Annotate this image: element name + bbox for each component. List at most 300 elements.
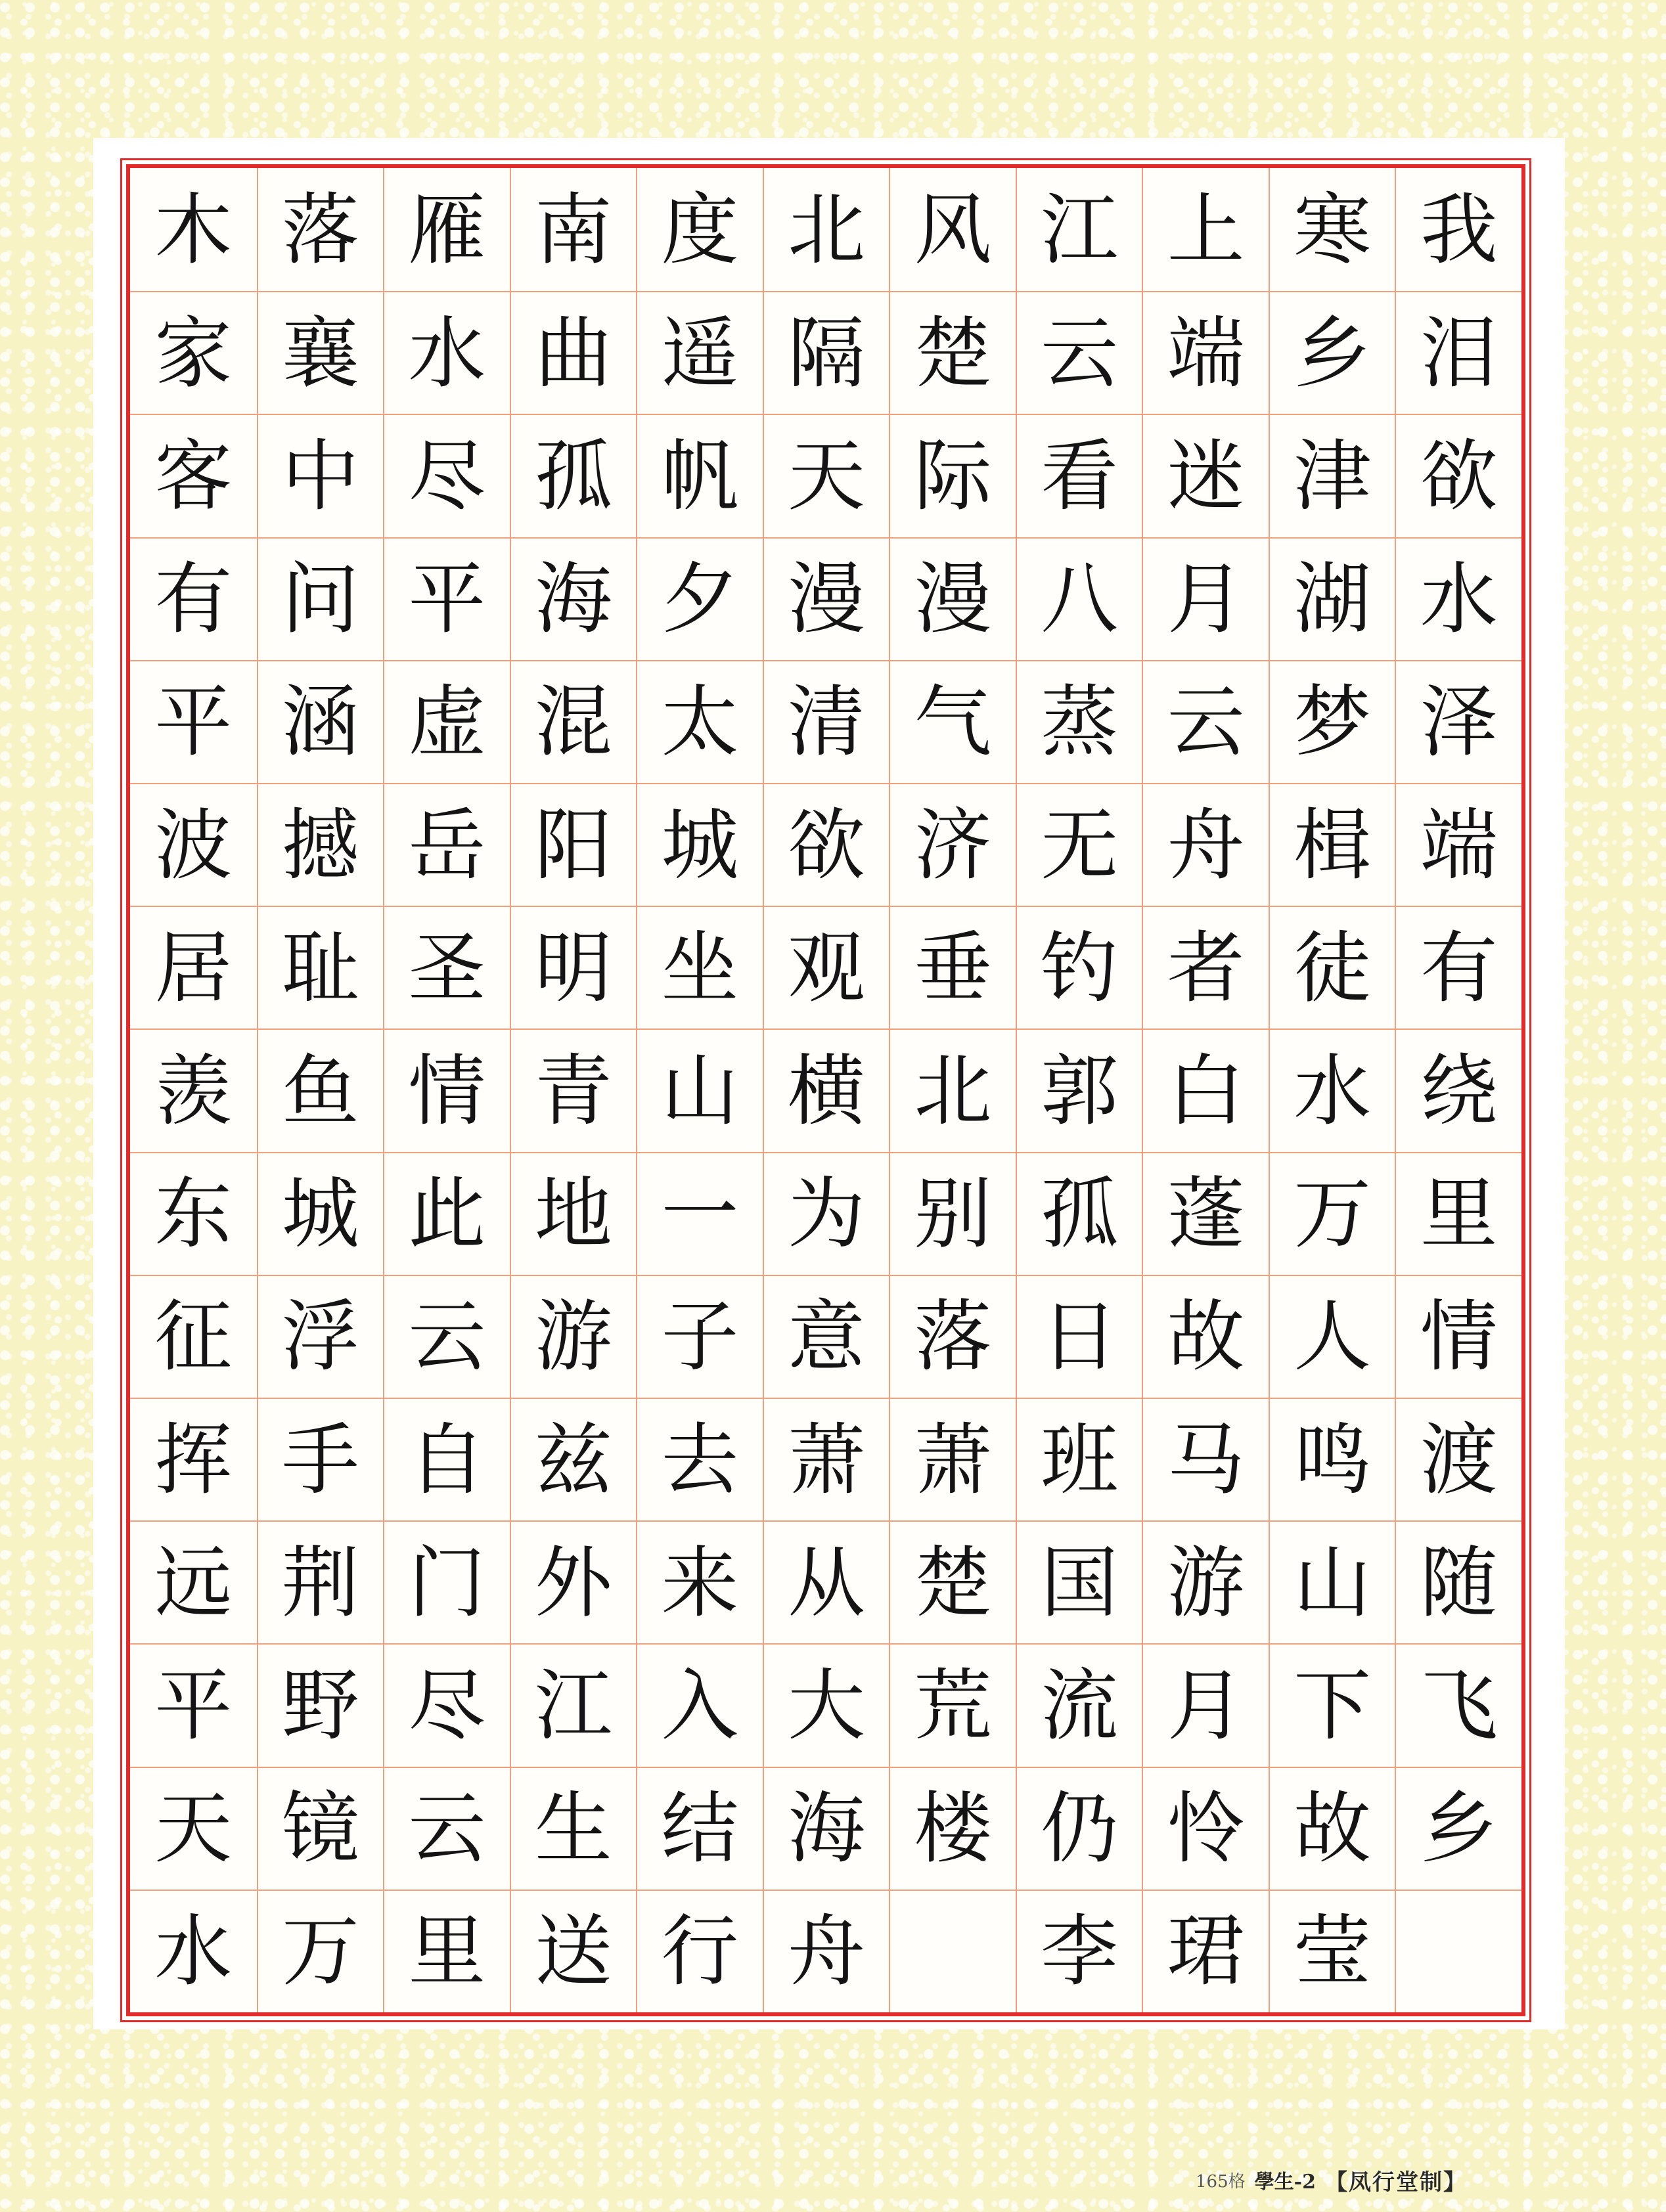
calligraphy-character: 楫 — [1294, 799, 1372, 891]
calligraphy-character: 端 — [1167, 307, 1245, 399]
grid-cell — [763, 660, 889, 783]
calligraphy-character: 上 — [1167, 184, 1245, 275]
grid-cell — [636, 1890, 763, 2012]
calligraphy-character: 结 — [661, 1783, 739, 1874]
calligraphy-character: 楼 — [914, 1783, 992, 1874]
grid-cell — [130, 537, 257, 660]
grid-cell — [510, 414, 637, 537]
grid-cell — [889, 783, 1016, 906]
grid-cell — [1016, 1520, 1142, 1643]
grid-cell — [1269, 783, 1395, 906]
calligraphy-character: 我 — [1420, 184, 1498, 275]
grid-cell — [636, 537, 763, 660]
grid-column — [1269, 168, 1395, 2012]
calligraphy-character: 江 — [1041, 184, 1119, 275]
grid-cell — [257, 906, 384, 1029]
grid-column — [1395, 168, 1521, 2012]
calligraphy-character: 襄 — [281, 307, 359, 399]
calligraphy-character: 大 — [787, 1660, 865, 1751]
grid-cell — [1016, 660, 1142, 783]
calligraphy-character: 孤 — [534, 430, 612, 521]
grid-cell — [1395, 414, 1521, 537]
calligraphy-character: 泪 — [1420, 307, 1498, 399]
calligraphy-character: 天 — [154, 1783, 233, 1874]
calligraphy-character: 自 — [408, 1414, 486, 1505]
grid-cell — [1395, 906, 1521, 1029]
calligraphy-character: 荆 — [281, 1537, 359, 1628]
grid-cell — [763, 1890, 889, 2012]
calligraphy-character: 混 — [534, 676, 612, 768]
calligraphy-character: 故 — [1294, 1783, 1372, 1874]
calligraphy-character: 渡 — [1420, 1414, 1498, 1505]
grid-cell — [763, 537, 889, 660]
grid-cell — [1016, 1767, 1142, 1890]
calligraphy-character: 马 — [1167, 1414, 1245, 1505]
calligraphy-character: 有 — [1420, 922, 1498, 1013]
calligraphy-character: 海 — [534, 554, 612, 645]
grid-cell — [889, 1275, 1016, 1398]
grid-cell — [1395, 1398, 1521, 1520]
grid-cell — [383, 1275, 510, 1398]
calligraphy-character: 挥 — [154, 1414, 233, 1505]
grid-cell — [257, 414, 384, 537]
calligraphy-character: 雁 — [408, 184, 486, 275]
grid-cell — [257, 1029, 384, 1151]
calligraphy-character: 云 — [1167, 676, 1245, 768]
grid-cell — [510, 168, 637, 291]
grid-cell — [257, 1767, 384, 1890]
grid-cell — [510, 1520, 637, 1643]
calligraphy-character: 津 — [1294, 430, 1372, 521]
calligraphy-character: 寒 — [1294, 184, 1372, 275]
grid-cell — [130, 291, 257, 414]
calligraphy-character: 尽 — [408, 430, 486, 521]
calligraphy-character: 楚 — [914, 307, 992, 399]
calligraphy-character: 虚 — [408, 676, 486, 768]
calligraphy-character: 垂 — [914, 922, 992, 1013]
calligraphy-character: 江 — [534, 1660, 612, 1751]
grid-cell — [383, 1152, 510, 1275]
grid-cell — [130, 1767, 257, 1890]
grid-cell — [763, 291, 889, 414]
calligraphy-character: 水 — [154, 1906, 233, 1997]
calligraphy-character: 云 — [1041, 307, 1119, 399]
calligraphy-character: 居 — [154, 922, 233, 1013]
grid-cell — [889, 1767, 1016, 1890]
calligraphy-character: 征 — [154, 1291, 233, 1382]
calligraphy-character: 生 — [534, 1783, 612, 1874]
grid-cell — [510, 1275, 637, 1398]
grid-column — [1016, 168, 1142, 2012]
calligraphy-character: 情 — [1420, 1291, 1498, 1382]
grid-cell — [1395, 1767, 1521, 1890]
grid-cell — [1395, 1152, 1521, 1275]
grid-cell — [636, 660, 763, 783]
grid-cell — [636, 168, 763, 291]
calligraphy-character: 此 — [408, 1168, 486, 1260]
grid-cell — [1016, 168, 1142, 291]
calligraphy-character: 有 — [154, 554, 233, 645]
grid-cell — [383, 660, 510, 783]
grid-cell — [763, 1767, 889, 1890]
calligraphy-character: 子 — [661, 1291, 739, 1382]
grid-cell — [1142, 1890, 1269, 2012]
calligraphy-character: 荒 — [914, 1660, 992, 1751]
calligraphy-character: 故 — [1167, 1291, 1245, 1382]
calligraphy-character: 青 — [534, 1045, 612, 1136]
calligraphy-character: 阳 — [534, 799, 612, 891]
grid-cell — [510, 1890, 637, 2012]
calligraphy-character: 从 — [787, 1537, 865, 1628]
grid-cell — [763, 906, 889, 1029]
grid-cell — [383, 906, 510, 1029]
grid-cell — [763, 1643, 889, 1766]
calligraphy-character: 班 — [1041, 1414, 1119, 1505]
calligraphy-character: 莹 — [1294, 1906, 1372, 1997]
grid-cell — [510, 1643, 637, 1766]
calligraphy-character: 平 — [154, 676, 233, 768]
calligraphy-character: 东 — [154, 1168, 233, 1260]
footer — [1196, 2163, 1511, 2196]
grid-cell — [1142, 1275, 1269, 1398]
calligraphy-character: 观 — [787, 922, 865, 1013]
grid-cell — [383, 1029, 510, 1151]
calligraphy-character: 随 — [1420, 1537, 1498, 1628]
calligraphy-character: 帆 — [661, 430, 739, 521]
calligraphy-character: 羡 — [154, 1045, 233, 1136]
grid-cell — [1016, 1275, 1142, 1398]
calligraphy-character: 地 — [534, 1168, 612, 1260]
grid-cell — [636, 1767, 763, 1890]
grid-cell — [1016, 783, 1142, 906]
calligraphy-character: 山 — [1294, 1537, 1372, 1628]
grid-column — [130, 168, 257, 2012]
grid-cell — [257, 537, 384, 660]
template-name-label: 學生-2 — [1254, 2171, 1316, 2194]
calligraphy-character: 欲 — [787, 799, 865, 891]
grid-cell — [257, 1398, 384, 1520]
grid-cell — [510, 1398, 637, 1520]
grid-cell — [763, 1152, 889, 1275]
grid-cell — [1142, 783, 1269, 906]
calligraphy-character: 怜 — [1167, 1783, 1245, 1874]
calligraphy-character: 夕 — [661, 554, 739, 645]
calligraphy-character: 隔 — [787, 307, 865, 399]
grid-cell — [1395, 1029, 1521, 1151]
grid-cell — [889, 414, 1016, 537]
calligraphy-character: 万 — [281, 1906, 359, 1997]
calligraphy-character: 为 — [787, 1168, 865, 1260]
calligraphy-character: 乡 — [1294, 307, 1372, 399]
grid-cell — [1269, 291, 1395, 414]
calligraphy-character: 来 — [661, 1537, 739, 1628]
grid-cell — [1016, 906, 1142, 1029]
grid-cell — [1269, 1275, 1395, 1398]
grid-cell — [130, 1275, 257, 1398]
grid-cell — [889, 1890, 1016, 2012]
calligraphy-character: 水 — [1294, 1045, 1372, 1136]
grid-column — [889, 168, 1016, 2012]
grid-cell — [257, 291, 384, 414]
calligraphy-character: 清 — [787, 676, 865, 768]
calligraphy-character: 际 — [914, 430, 992, 521]
grid-cell — [889, 1398, 1016, 1520]
calligraphy-character: 舟 — [787, 1906, 865, 1997]
calligraphy-character: 海 — [787, 1783, 865, 1874]
grid-cell — [636, 1398, 763, 1520]
grid-cell — [1142, 1029, 1269, 1151]
calligraphy-character: 门 — [408, 1537, 486, 1628]
calligraphy-character: 湖 — [1294, 554, 1372, 645]
calligraphy-character: 里 — [408, 1906, 486, 1997]
calligraphy-character: 镜 — [281, 1783, 359, 1874]
calligraphy-character: 下 — [1294, 1660, 1372, 1751]
grid-cell — [636, 1275, 763, 1398]
grid-cell — [1269, 537, 1395, 660]
grid-cell — [130, 1520, 257, 1643]
calligraphy-character: 白 — [1167, 1045, 1245, 1136]
grid-cell — [1016, 1152, 1142, 1275]
grid-cell — [763, 1275, 889, 1398]
grid-column — [1142, 168, 1269, 2012]
calligraphy-character: 里 — [1420, 1168, 1498, 1260]
calligraphy-character: 情 — [408, 1045, 486, 1136]
calligraphy-character: 入 — [661, 1660, 739, 1751]
calligraphy-character: 鸣 — [1294, 1414, 1372, 1505]
calligraphy-character: 北 — [914, 1045, 992, 1136]
calligraphy-character: 天 — [787, 430, 865, 521]
calligraphy-character: 珺 — [1167, 1906, 1245, 1997]
grid-cell — [510, 537, 637, 660]
grid-cell — [1395, 1890, 1521, 2012]
calligraphy-character: 圣 — [408, 922, 486, 1013]
grid-cell — [1142, 1767, 1269, 1890]
calligraphy-grid — [126, 164, 1525, 2016]
grid-column — [257, 168, 384, 2012]
grid-cell — [510, 660, 637, 783]
calligraphy-character: 八 — [1041, 554, 1119, 645]
calligraphy-character: 仍 — [1041, 1783, 1119, 1874]
calligraphy-character: 岳 — [408, 799, 486, 891]
grid-cell — [763, 168, 889, 291]
calligraphy-character: 乡 — [1420, 1783, 1498, 1874]
grid-cell — [889, 1520, 1016, 1643]
grid-cell — [636, 1152, 763, 1275]
calligraphy-character: 云 — [408, 1783, 486, 1874]
grid-cell — [1016, 1643, 1142, 1766]
grid-cell — [889, 537, 1016, 660]
grid-cell — [1395, 1643, 1521, 1766]
grid-cell — [1395, 783, 1521, 906]
calligraphy-character: 中 — [281, 430, 359, 521]
grid-cell — [889, 906, 1016, 1029]
calligraphy-character: 楚 — [914, 1537, 992, 1628]
calligraphy-character: 人 — [1294, 1291, 1372, 1382]
grid-cell — [383, 537, 510, 660]
grid-cell — [383, 291, 510, 414]
calligraphy-character: 风 — [914, 184, 992, 275]
grid-cell — [636, 291, 763, 414]
grid-cell — [257, 1275, 384, 1398]
calligraphy-character: 家 — [154, 307, 233, 399]
grid-cell — [383, 783, 510, 906]
calligraphy-character: 城 — [661, 799, 739, 891]
calligraphy-character: 孤 — [1041, 1168, 1119, 1260]
grid-cell — [383, 1643, 510, 1766]
calligraphy-character: 游 — [1167, 1537, 1245, 1628]
grid-cell — [1016, 537, 1142, 660]
grid-cell — [130, 1398, 257, 1520]
grid-cell — [763, 783, 889, 906]
grid-cell — [510, 906, 637, 1029]
calligraphy-character: 野 — [281, 1660, 359, 1751]
calligraphy-character: 问 — [281, 554, 359, 645]
calligraphy-character: 飞 — [1420, 1660, 1498, 1751]
calligraphy-character: 别 — [914, 1168, 992, 1260]
grid-cell — [383, 1520, 510, 1643]
grid-cell — [1269, 660, 1395, 783]
calligraphy-character: 日 — [1041, 1291, 1119, 1382]
calligraphy-character: 万 — [1294, 1168, 1372, 1260]
grid-cell — [636, 1643, 763, 1766]
grid-cell — [510, 1767, 637, 1890]
grid-cell — [636, 1029, 763, 1151]
calligraphy-character: 尽 — [408, 1660, 486, 1751]
grid-cell — [1395, 1275, 1521, 1398]
grid-cell — [763, 1520, 889, 1643]
calligraphy-character: 漫 — [914, 554, 992, 645]
grid-cell — [1269, 1398, 1395, 1520]
grid-cell — [889, 168, 1016, 291]
calligraphy-character: 无 — [1041, 799, 1119, 891]
calligraphy-character: 浮 — [281, 1291, 359, 1382]
calligraphy-character: 平 — [408, 554, 486, 645]
calligraphy-character: 横 — [787, 1045, 865, 1136]
grid-column — [510, 168, 637, 2012]
calligraphy-character: 落 — [914, 1291, 992, 1382]
grid-cell — [1269, 1029, 1395, 1151]
grid-cell — [510, 291, 637, 414]
calligraphy-character: 度 — [661, 184, 739, 275]
calligraphy-character: 气 — [914, 676, 992, 768]
grid-cell — [510, 1152, 637, 1275]
grid-count-label: 165格 — [1196, 2171, 1246, 2192]
grid-cell — [1142, 168, 1269, 291]
calligraphy-character: 太 — [661, 676, 739, 768]
calligraphy-character: 郭 — [1041, 1045, 1119, 1136]
grid-cell — [130, 414, 257, 537]
calligraphy-character: 木 — [154, 184, 233, 275]
calligraphy-character: 城 — [281, 1168, 359, 1260]
grid-cell — [636, 414, 763, 537]
calligraphy-character: 曲 — [534, 307, 612, 399]
calligraphy-character: 撼 — [281, 799, 359, 891]
grid-cell — [1142, 414, 1269, 537]
grid-column — [763, 168, 889, 2012]
grid-cell — [130, 168, 257, 291]
grid-cell — [1016, 291, 1142, 414]
calligraphy-character: 平 — [154, 1660, 233, 1751]
grid-cell — [889, 1152, 1016, 1275]
grid-cell — [130, 1890, 257, 2012]
grid-cell — [130, 660, 257, 783]
calligraphy-character: 送 — [534, 1906, 612, 1997]
grid-cell — [383, 1890, 510, 2012]
grid-cell — [1142, 537, 1269, 660]
grid-cell — [383, 414, 510, 537]
grid-cell — [1016, 1398, 1142, 1520]
grid-cell — [130, 1029, 257, 1151]
grid-cell — [1395, 291, 1521, 414]
grid-cell — [1395, 660, 1521, 783]
grid-cell — [636, 906, 763, 1029]
calligraphy-character: 游 — [534, 1291, 612, 1382]
calligraphy-character: 者 — [1167, 922, 1245, 1013]
calligraphy-character: 济 — [914, 799, 992, 891]
grid-cell — [1269, 1890, 1395, 2012]
maker-label: 【凤行堂制】 — [1324, 2169, 1467, 2196]
calligraphy-character: 外 — [534, 1537, 612, 1628]
grid-cell — [130, 783, 257, 906]
grid-cell — [889, 291, 1016, 414]
grid-cell — [636, 783, 763, 906]
grid-cell — [257, 783, 384, 906]
grid-column — [636, 168, 763, 2012]
grid-cell — [636, 1520, 763, 1643]
grid-cell — [1269, 1520, 1395, 1643]
calligraphy-character: 明 — [534, 922, 612, 1013]
grid-cell — [1016, 1890, 1142, 2012]
calligraphy-character: 一 — [661, 1168, 739, 1260]
grid-cell — [763, 1029, 889, 1151]
grid-cell — [1142, 291, 1269, 414]
calligraphy-character: 舟 — [1167, 799, 1245, 891]
grid-cell — [1142, 1152, 1269, 1275]
calligraphy-character: 钓 — [1041, 922, 1119, 1013]
grid-cell — [763, 1398, 889, 1520]
grid-cell — [889, 660, 1016, 783]
calligraphy-character: 涵 — [281, 676, 359, 768]
calligraphy-character: 远 — [154, 1537, 233, 1628]
grid-cell — [889, 1029, 1016, 1151]
grid-cell — [1269, 1152, 1395, 1275]
calligraphy-character: 去 — [661, 1414, 739, 1505]
grid-cell — [1269, 906, 1395, 1029]
grid-cell — [257, 1520, 384, 1643]
calligraphy-character: 云 — [408, 1291, 486, 1382]
grid-cell — [1269, 168, 1395, 291]
calligraphy-character: 南 — [534, 184, 612, 275]
calligraphy-character: 月 — [1167, 554, 1245, 645]
grid-cell — [257, 1643, 384, 1766]
calligraphy-character: 梦 — [1294, 676, 1372, 768]
calligraphy-character: 徒 — [1294, 922, 1372, 1013]
calligraphy-character: 手 — [281, 1414, 359, 1505]
calligraphy-character: 萧 — [787, 1414, 865, 1505]
grid-cell — [1395, 537, 1521, 660]
grid-cell — [1142, 1398, 1269, 1520]
calligraphy-character: 水 — [1420, 554, 1498, 645]
calligraphy-character: 客 — [154, 430, 233, 521]
calligraphy-character: 蒸 — [1041, 676, 1119, 768]
calligraphy-character: 兹 — [534, 1414, 612, 1505]
grid-cell — [1142, 1520, 1269, 1643]
grid-cell — [1016, 414, 1142, 537]
calligraphy-character: 北 — [787, 184, 865, 275]
calligraphy-character: 鱼 — [281, 1045, 359, 1136]
grid-cell — [1395, 168, 1521, 291]
grid-cell — [1016, 1029, 1142, 1151]
